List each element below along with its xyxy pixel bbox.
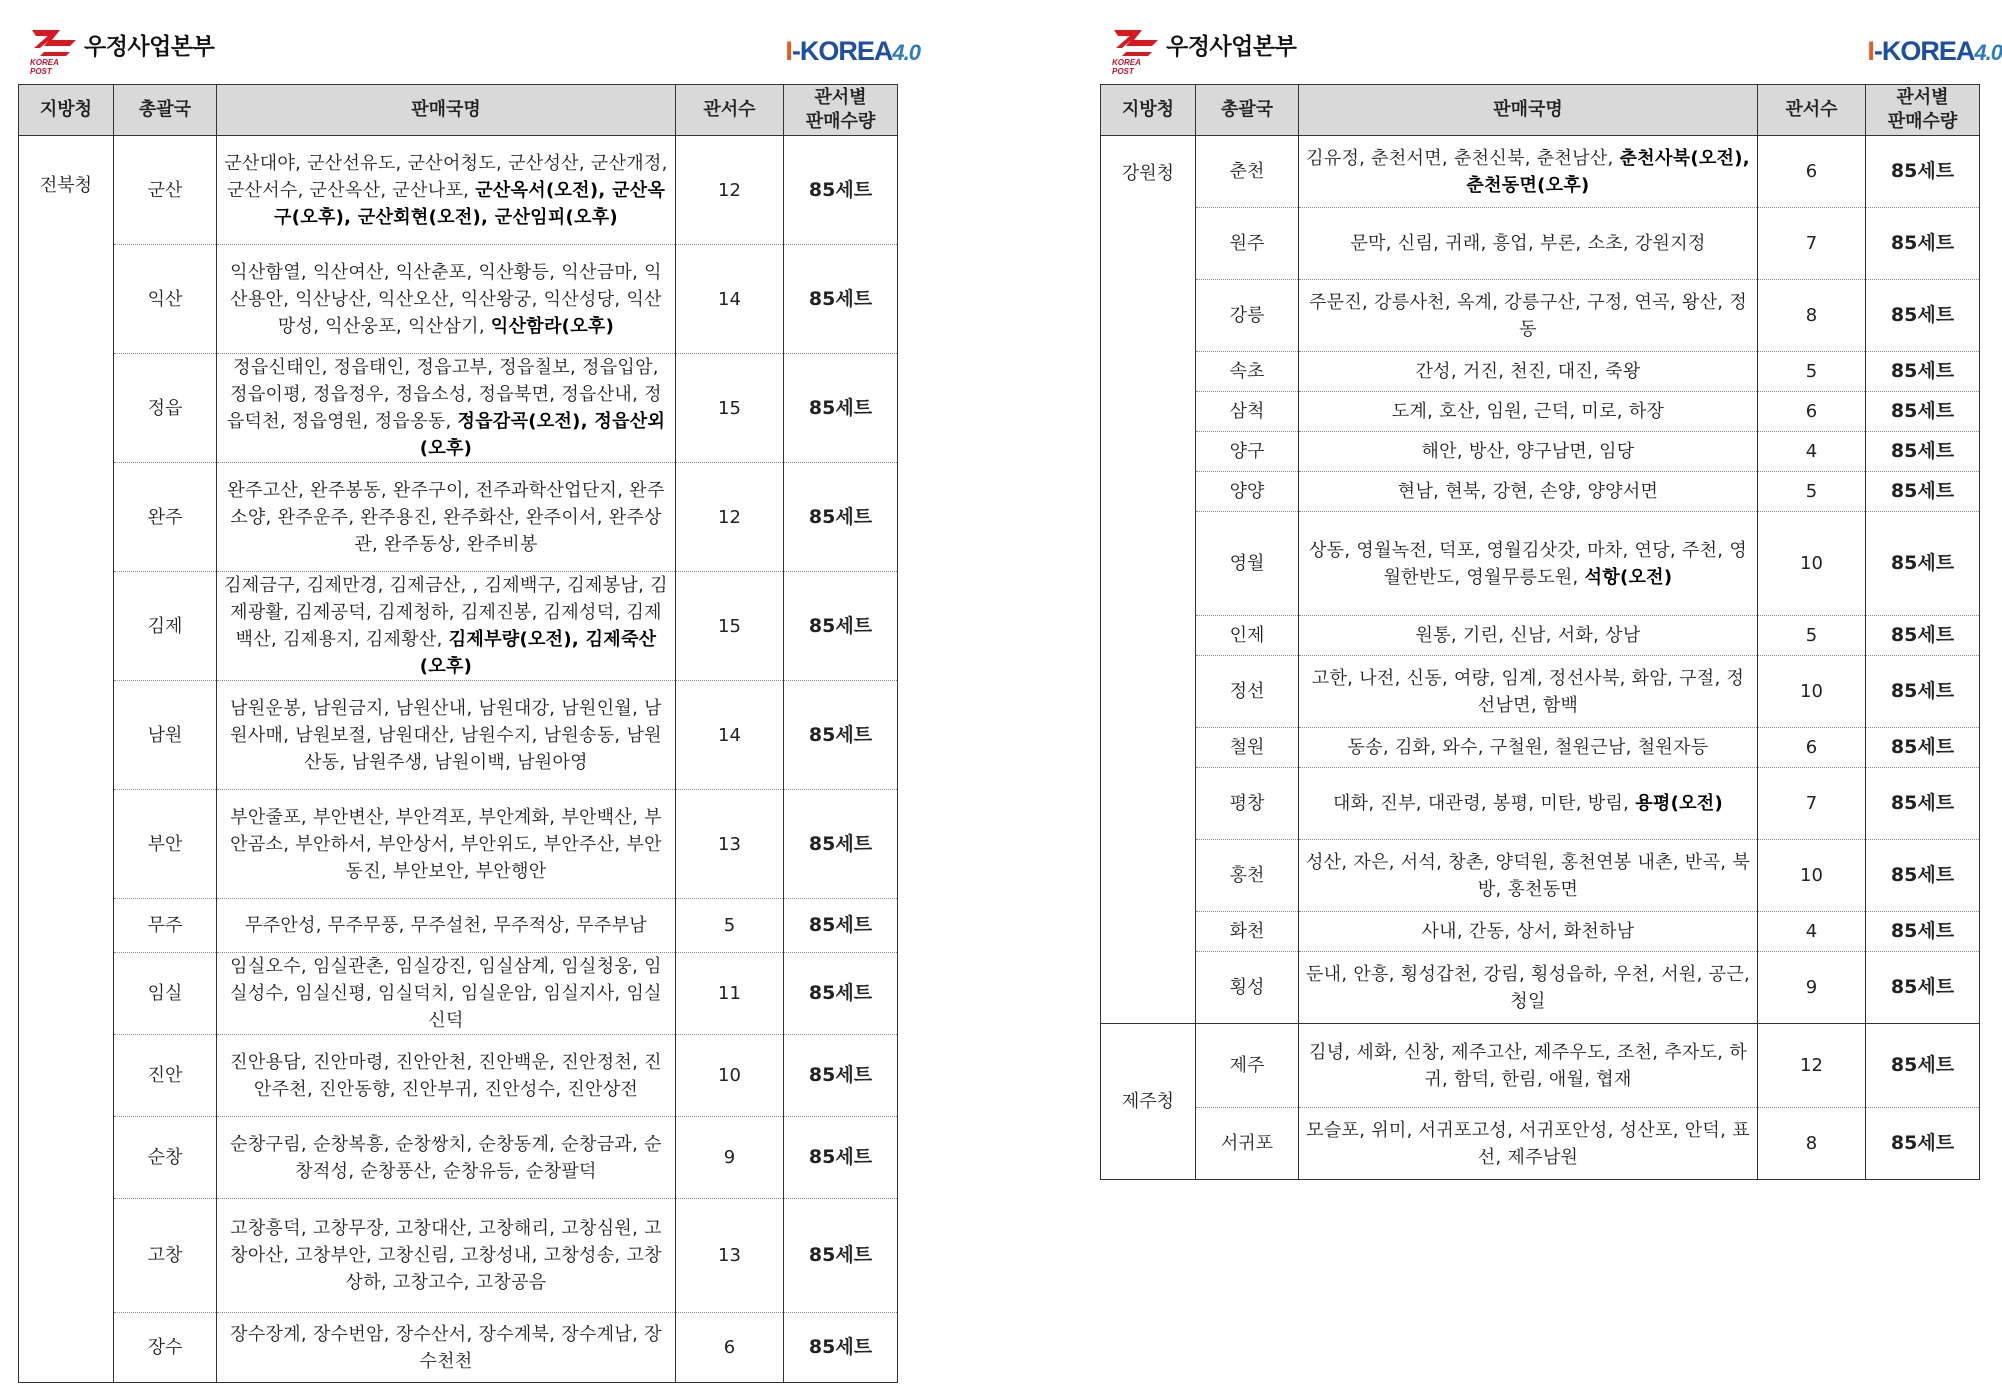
office-names-cell: [1299, 280, 1758, 352]
hq-cell: 양양: [1196, 472, 1299, 512]
office-count-cell: 5: [676, 899, 784, 953]
hq-cell: 제주: [1196, 1024, 1299, 1108]
office-count-cell: 12: [676, 463, 784, 572]
office-names-cell: [217, 1199, 676, 1313]
qty-cell: 85세트: [784, 1313, 898, 1383]
hq-cell: 화천: [1196, 912, 1299, 952]
office-count-cell: 11: [676, 953, 784, 1035]
office-names-text: 성산, 자은, 서석, 창촌, 양덕원, 홍천연봉 내촌, 반곡, 북방, 홍천동면: [1305, 851, 1751, 900]
qty-cell: 85세트: [1866, 136, 1980, 208]
office-names-cell: [217, 1117, 676, 1199]
office-count-cell: 7: [1758, 208, 1866, 280]
office-names-cell: [217, 572, 676, 681]
qty-cell: 85세트: [784, 790, 898, 899]
office-names-text: 무주안성, 무주무풍, 무주설천, 무주적상, 무주부남: [245, 915, 647, 936]
col-header-office-names: 판매국명: [1299, 85, 1758, 136]
office-names-text: 임실오수, 임실관촌, 임실강진, 임실삼계, 임실청웅, 임실성수, 임실신평, 임실덕치, 임실운암, 임실지사, 임실신덕: [230, 956, 662, 1031]
left-page: [18, 0, 918, 1394]
sales-table-left: [18, 84, 898, 1383]
hq-cell: 군산: [114, 136, 217, 245]
korea-post-subtext: KOREA POST: [30, 58, 59, 76]
office-count-cell: 5: [1758, 352, 1866, 392]
office-names-bold: 용평(오전): [1635, 793, 1724, 814]
table-row: [19, 245, 898, 354]
office-names-cell: [1299, 1108, 1758, 1180]
table-row: [1101, 1108, 1980, 1180]
qty-cell: 85세트: [1866, 768, 1980, 840]
office-count-cell: 13: [676, 790, 784, 899]
hq-cell: 순창: [114, 1117, 217, 1199]
office-names-bold: 익산함라(오후): [490, 315, 615, 337]
office-count-cell: 10: [1758, 512, 1866, 616]
korea-post-emblem-icon: [1112, 26, 1160, 76]
office-names-text: 김제금구, 김제만경, 김제금산, , 김제백구, 김제봉남, 김제광활, 김제공덕, 김제청하, 김제진봉, 김제성덕, 김제백산, 김제용지, 김제황산,: [224, 575, 668, 650]
region-cell: 전북청: [19, 136, 114, 1383]
office-names-text: 고창흥덕, 고창무장, 고창대산, 고창해리, 고창심원, 고창아산, 고창부안, 고창신림, 고창성내, 고창성송, 고창상하, 고창고수, 고창공음: [230, 1218, 662, 1293]
org-name: 우정사업본부: [1166, 34, 1297, 60]
hq-cell: 속초: [1196, 352, 1299, 392]
office-count-cell: 6: [1758, 136, 1866, 208]
office-names-bold: 정읍감곡(오전), 정읍산외(오후): [419, 411, 666, 459]
table-row: [1101, 280, 1980, 352]
qty-cell: 85세트: [784, 1117, 898, 1199]
table-row: [19, 1199, 898, 1313]
office-names-text: 대화, 진부, 대관령, 봉평, 미탄, 방림,: [1332, 793, 1630, 814]
office-names-text: 동송, 김화, 와수, 구철원, 철원근남, 철원자등: [1347, 737, 1709, 758]
office-names-cell: [217, 1313, 676, 1383]
office-names-text: 고한, 나전, 신동, 여량, 임계, 정선사북, 화암, 구절, 정선남면, 함백: [1311, 667, 1745, 716]
i-korea-brand: I-KOREA4.0: [785, 36, 920, 66]
office-names-cell: [217, 354, 676, 463]
qty-cell: 85세트: [784, 463, 898, 572]
hq-cell: 평창: [1196, 768, 1299, 840]
office-names-cell: [1299, 616, 1758, 656]
table-row: [1101, 392, 1980, 432]
office-names-text: 상동, 영월녹전, 덕포, 영월김삿갓, 마차, 연당, 주천, 영월한반도, 영월무릉도원,: [1308, 539, 1748, 588]
office-count-cell: 14: [676, 681, 784, 790]
office-names-cell: [1299, 656, 1758, 728]
office-count-cell: 12: [676, 136, 784, 245]
office-count-cell: 4: [1758, 432, 1866, 472]
office-names-text: 해안, 방산, 양구남면, 임당: [1421, 441, 1635, 462]
table-row: [1101, 208, 1980, 280]
office-names-cell: [1299, 392, 1758, 432]
hq-cell: 정읍: [114, 354, 217, 463]
office-names-bold: 김제부량(오전), 김제죽산(오후): [419, 629, 657, 677]
hq-cell: 김제: [114, 572, 217, 681]
office-names-cell: [1299, 512, 1758, 616]
office-names-bold: 춘천사북(오전), 춘천동면(오후): [1466, 147, 1750, 196]
table-row: [1101, 432, 1980, 472]
office-names-text: 김녕, 세화, 신창, 제주고산, 제주우도, 조천, 추자도, 하귀, 함덕, 한림, 애월, 협재: [1308, 1041, 1748, 1090]
office-names-cell: [1299, 768, 1758, 840]
office-count-cell: 9: [676, 1117, 784, 1199]
qty-cell: 85세트: [1866, 352, 1980, 392]
sales-table-right: [1100, 84, 1980, 1180]
office-names-text: 원통, 기린, 신남, 서화, 상남: [1415, 625, 1641, 646]
hq-cell: 인제: [1196, 616, 1299, 656]
hq-cell: 진안: [114, 1035, 217, 1117]
table-row: [1101, 136, 1980, 208]
col-header-hq: 총괄국: [1196, 85, 1299, 136]
qty-cell: 85세트: [1866, 1024, 1980, 1108]
office-names-text: 부안줄포, 부안변산, 부안격포, 부안계화, 부안백산, 부안곰소, 부안하서, 부안상서, 부안위도, 부안주산, 부안동진, 부안보안, 부안행안: [230, 806, 662, 882]
hq-cell: 춘천: [1196, 136, 1299, 208]
qty-cell: 85세트: [1866, 512, 1980, 616]
office-names-cell: [1299, 840, 1758, 912]
col-header-office-names: 판매국명: [217, 85, 676, 136]
qty-cell: 85세트: [1866, 208, 1980, 280]
office-count-cell: 10: [676, 1035, 784, 1117]
office-names-cell: [1299, 472, 1758, 512]
office-names-text: 순창구림, 순창복흥, 순창쌍치, 순창동계, 순창금과, 순창적성, 순창풍산, 순창유등, 순창팔덕: [230, 1133, 662, 1182]
col-header-region: 지방청: [19, 85, 114, 136]
office-names-text: 둔내, 안흥, 횡성갑천, 강림, 횡성읍하, 우천, 서원, 공근, 청일: [1305, 963, 1751, 1012]
office-count-cell: 4: [1758, 912, 1866, 952]
table-row: [19, 1035, 898, 1117]
korea-post-emblem-icon: [30, 26, 78, 76]
qty-cell: 85세트: [784, 1035, 898, 1117]
office-count-cell: 12: [1758, 1024, 1866, 1108]
qty-cell: 85세트: [784, 1199, 898, 1313]
hq-cell: 완주: [114, 463, 217, 572]
office-count-cell: 13: [676, 1199, 784, 1313]
qty-cell: 85세트: [1866, 392, 1980, 432]
i-korea-brand: I-KOREA4.0: [1867, 36, 2002, 66]
table-row: [1101, 656, 1980, 728]
korea-post-subtext: KOREA POST: [1112, 58, 1141, 76]
qty-cell: 85세트: [1866, 1108, 1980, 1180]
office-names-bold: 군산옥서(오전), 군산옥구(오후), 군산회현(오전), 군산임피(오후): [274, 179, 666, 228]
table-row: [19, 1313, 898, 1383]
office-names-cell: [217, 136, 676, 245]
office-names-cell: [1299, 912, 1758, 952]
col-header-qty: 관서별 판매수량: [1866, 85, 1980, 136]
table-row: [19, 953, 898, 1035]
office-names-text: 모슬포, 위미, 서귀포고성, 서귀포안성, 성산포, 안덕, 표선, 제주남원: [1306, 1119, 1750, 1168]
office-names-cell: [217, 790, 676, 899]
table-row: [1101, 952, 1980, 1024]
table-row: [1101, 912, 1980, 952]
page-header: [30, 26, 920, 76]
table-header-row: [1101, 85, 1980, 136]
table-header-row: [19, 85, 898, 136]
office-count-cell: 5: [1758, 616, 1866, 656]
table-row: [19, 463, 898, 572]
hq-cell: 정선: [1196, 656, 1299, 728]
hq-cell: 강릉: [1196, 280, 1299, 352]
office-names-cell: [217, 681, 676, 790]
office-count-cell: 14: [676, 245, 784, 354]
office-count-cell: 5: [1758, 472, 1866, 512]
table-row: [19, 354, 898, 463]
office-names-bold: 석항(오전): [1584, 566, 1673, 588]
table-row: [19, 681, 898, 790]
office-names-text: 사내, 간동, 상서, 화천하남: [1421, 921, 1635, 942]
office-names-text: 군산대야, 군산선유도, 군산어청도, 군산성산, 군산개정, 군산서수, 군산옥산, 군산나포,: [224, 152, 668, 201]
qty-cell: 85세트: [784, 681, 898, 790]
office-count-cell: 6: [676, 1313, 784, 1383]
office-count-cell: 15: [676, 572, 784, 681]
office-names-cell: [1299, 208, 1758, 280]
qty-cell: 85세트: [784, 899, 898, 953]
table-row: [19, 136, 898, 245]
office-count-cell: 8: [1758, 1108, 1866, 1180]
col-header-office-count: 관서수: [676, 85, 784, 136]
office-names-cell: [1299, 728, 1758, 768]
hq-cell: 영월: [1196, 512, 1299, 616]
region-cell: 강원청: [1101, 136, 1196, 1024]
qty-cell: 85세트: [784, 354, 898, 463]
table-row: [19, 790, 898, 899]
office-names-text: 문막, 신림, 귀래, 흥업, 부론, 소초, 강원지정: [1350, 233, 1706, 254]
table-row: [1101, 352, 1980, 392]
korea-post-logo: [30, 26, 215, 76]
table-row: [1101, 728, 1980, 768]
office-count-cell: 6: [1758, 392, 1866, 432]
region-cell: 제주청: [1101, 1024, 1196, 1180]
table-row: [1101, 768, 1980, 840]
office-names-cell: [217, 953, 676, 1035]
col-header-region: 지방청: [1101, 85, 1196, 136]
qty-cell: 85세트: [1866, 616, 1980, 656]
hq-cell: 원주: [1196, 208, 1299, 280]
org-name: 우정사업본부: [84, 34, 215, 60]
qty-cell: 85세트: [1866, 656, 1980, 728]
table-row: [19, 572, 898, 681]
table-row: [1101, 1024, 1980, 1108]
hq-cell: 양구: [1196, 432, 1299, 472]
qty-cell: 85세트: [1866, 912, 1980, 952]
hq-cell: 삼척: [1196, 392, 1299, 432]
office-names-cell: [217, 245, 676, 354]
table-row: [1101, 840, 1980, 912]
hq-cell: 횡성: [1196, 952, 1299, 1024]
hq-cell: 장수: [114, 1313, 217, 1383]
hq-cell: 무주: [114, 899, 217, 953]
office-count-cell: 8: [1758, 280, 1866, 352]
office-names-text: 남원운봉, 남원금지, 남원산내, 남원대강, 남원인월, 남원사매, 남원보절, 남원대산, 남원수지, 남원송동, 남원산동, 남원주생, 남원이백, 남원아영: [230, 697, 662, 773]
hq-cell: 홍천: [1196, 840, 1299, 912]
office-names-cell: [217, 899, 676, 953]
qty-cell: 85세트: [1866, 432, 1980, 472]
table-row: [19, 1117, 898, 1199]
qty-cell: 85세트: [784, 245, 898, 354]
qty-cell: 85세트: [1866, 280, 1980, 352]
korea-post-logo: [1112, 26, 1297, 76]
table-row: [1101, 472, 1980, 512]
office-names-text: 장수장계, 장수번암, 장수산서, 장수계북, 장수계남, 장수천천: [230, 1323, 662, 1372]
office-names-text: 주문진, 강릉사천, 옥계, 강릉구산, 구정, 연곡, 왕산, 정동: [1308, 291, 1748, 340]
col-header-office-count: 관서수: [1758, 85, 1866, 136]
office-names-text: 간성, 거진, 천진, 대진, 죽왕: [1415, 361, 1641, 382]
qty-cell: 85세트: [784, 136, 898, 245]
office-names-text: 진안용담, 진안마령, 진안안천, 진안백운, 진안정천, 진안주천, 진안동향, 진안부귀, 진안성수, 진안상전: [230, 1051, 662, 1100]
table-row: [1101, 616, 1980, 656]
col-header-hq: 총괄국: [114, 85, 217, 136]
qty-cell: 85세트: [1866, 472, 1980, 512]
office-names-cell: [1299, 1024, 1758, 1108]
right-page: [1100, 0, 2000, 1394]
hq-cell: 임실: [114, 953, 217, 1035]
office-count-cell: 10: [1758, 656, 1866, 728]
qty-cell: 85세트: [784, 953, 898, 1035]
office-names-text: 익산함열, 익산여산, 익산춘포, 익산황등, 익산금마, 익산용안, 익산낭산, 익산오산, 익산왕궁, 익산성당, 익산망성, 익산웅포, 익산삼기,: [230, 261, 662, 337]
office-count-cell: 9: [1758, 952, 1866, 1024]
office-names-cell: [217, 1035, 676, 1117]
office-names-text: 정읍신태인, 정읍태인, 정읍고부, 정읍칠보, 정읍입암, 정읍이평, 정읍정우, 정읍소성, 정읍북면, 정읍산내, 정읍덕천, 정읍영원, 정읍옹동,: [226, 357, 662, 432]
hq-cell: 익산: [114, 245, 217, 354]
office-names-cell: [1299, 432, 1758, 472]
qty-cell: 85세트: [1866, 728, 1980, 768]
office-names-cell: [217, 463, 676, 572]
qty-cell: 85세트: [784, 572, 898, 681]
hq-cell: 부안: [114, 790, 217, 899]
office-names-cell: [1299, 952, 1758, 1024]
office-names-text: 도계, 호산, 임원, 근덕, 미로, 하장: [1391, 401, 1665, 422]
office-count-cell: 15: [676, 354, 784, 463]
office-names-cell: [1299, 136, 1758, 208]
table-row: [19, 899, 898, 953]
office-count-cell: 6: [1758, 728, 1866, 768]
col-header-qty: 관서별 판매수량: [784, 85, 898, 136]
qty-cell: 85세트: [1866, 952, 1980, 1024]
office-names-text: 김유정, 춘천서면, 춘천신북, 춘천남산,: [1306, 147, 1614, 169]
office-names-text: 완주고산, 완주봉동, 완주구이, 전주과학산업단지, 완주소양, 완주운주, 완주용진, 완주화산, 완주이서, 완주상관, 완주동상, 완주비봉: [227, 479, 665, 555]
qty-cell: 85세트: [1866, 840, 1980, 912]
table-row: [1101, 512, 1980, 616]
hq-cell: 철원: [1196, 728, 1299, 768]
office-names-text: 현남, 현북, 강현, 손양, 양양서면: [1397, 481, 1659, 502]
office-count-cell: 7: [1758, 768, 1866, 840]
hq-cell: 고창: [114, 1199, 217, 1313]
office-count-cell: 10: [1758, 840, 1866, 912]
page-header: [1112, 26, 2002, 76]
hq-cell: 서귀포: [1196, 1108, 1299, 1180]
hq-cell: 남원: [114, 681, 217, 790]
office-names-cell: [1299, 352, 1758, 392]
